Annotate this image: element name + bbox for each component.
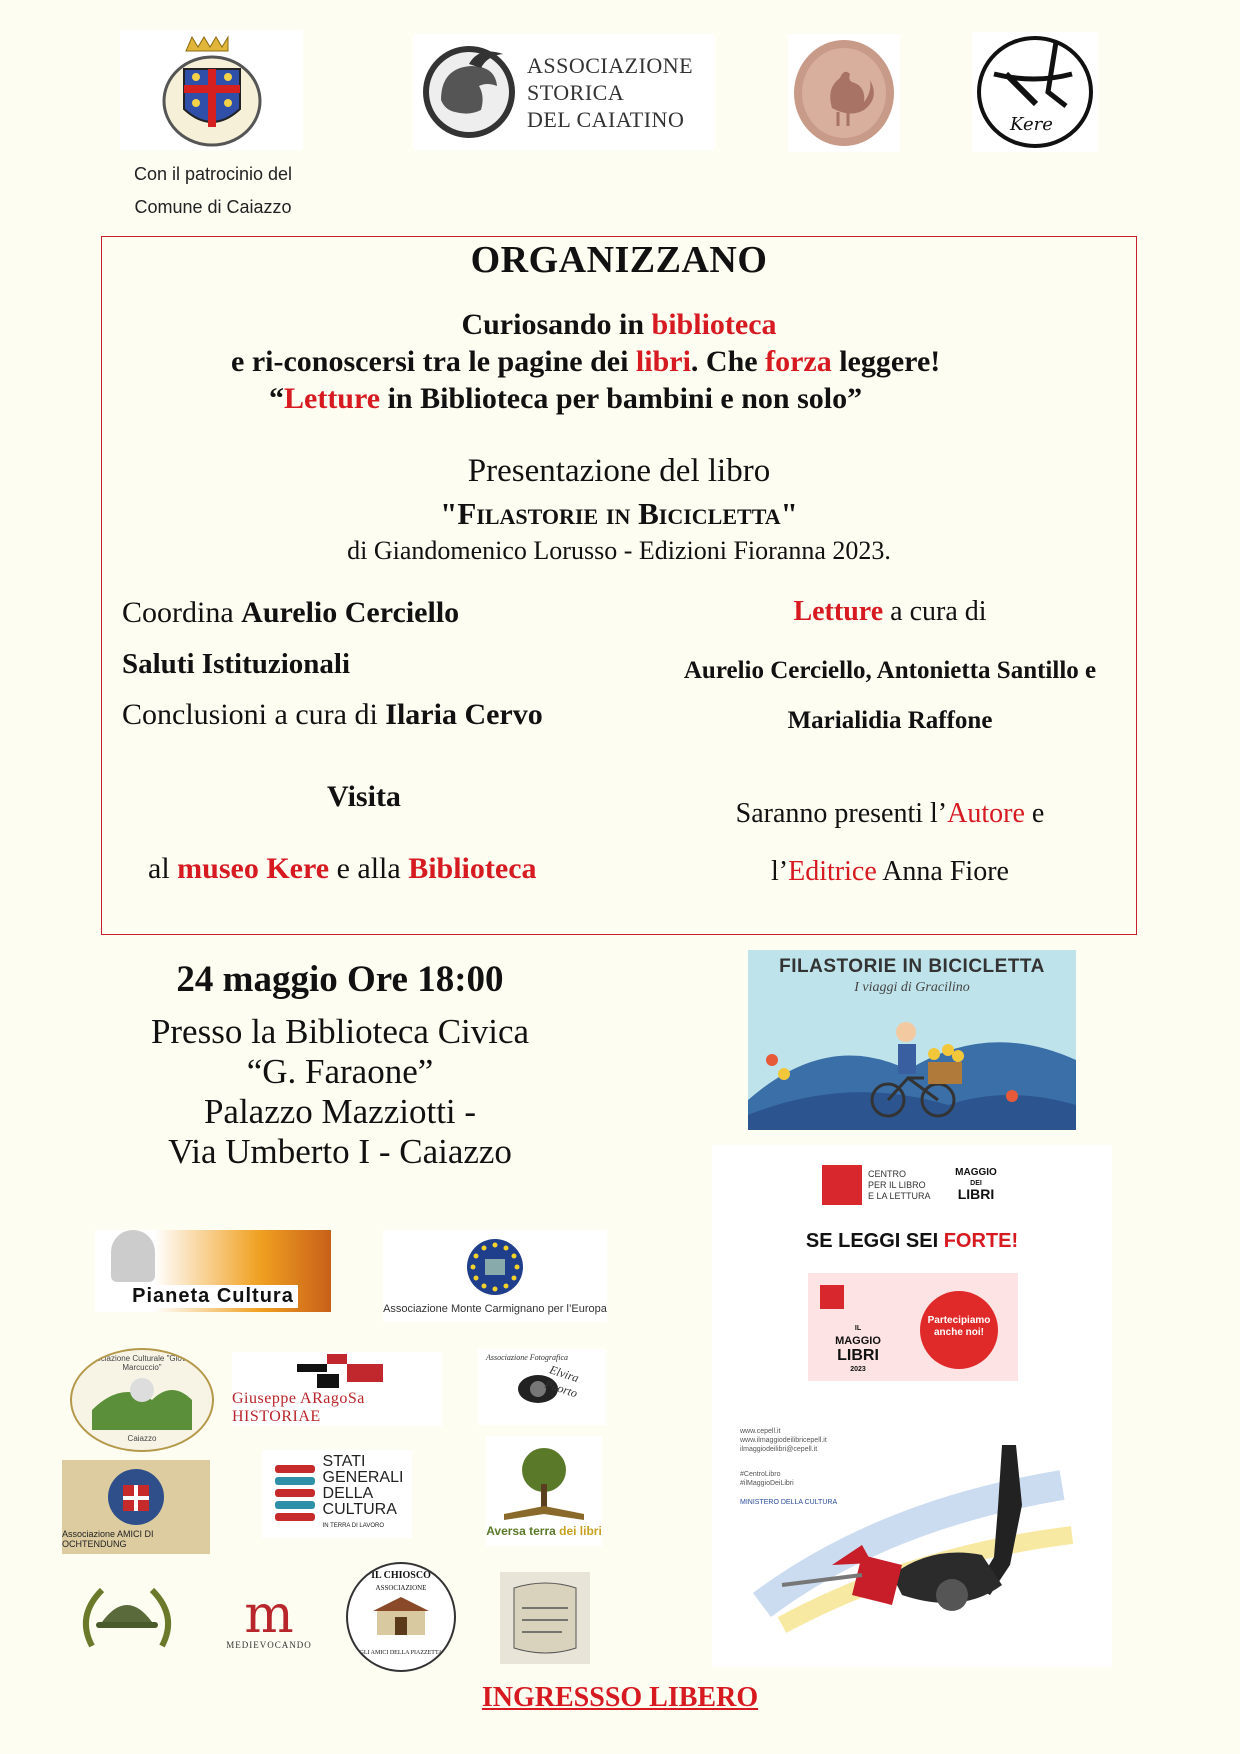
- scroll-emblem-logo: [500, 1572, 590, 1664]
- elvira-puorto-logo: [478, 1349, 606, 1425]
- event-place-4: Via Umberto I - Caiazzo: [168, 1132, 512, 1171]
- book-cover-title: FILASTORIE IN BICICLETTA: [779, 956, 1045, 977]
- event-place-3: Palazzo Mazziotti -: [203, 1092, 477, 1131]
- patronage-line-2: Comune di Caiazzo: [134, 197, 292, 217]
- amici-ochtendung-logo: [62, 1460, 210, 1554]
- coordina-line: Coordina Aurelio Cerciello: [122, 596, 460, 629]
- visita-museo-line: al museo Kere e alla Biblioteca: [148, 852, 537, 885]
- medievocando-m-icon: m: [244, 1585, 294, 1645]
- il-chiosco-logo: [346, 1562, 456, 1672]
- helmet-icon: [419, 42, 519, 142]
- laurel-helmet-logo: [62, 1574, 192, 1662]
- historiae-logo: [232, 1352, 442, 1426]
- stati-label-5: IN TERRA DI LAVORO: [322, 1523, 384, 1529]
- centro-line-2: PER IL LIBRO: [868, 1180, 926, 1190]
- line-riconoscersi: e ri-conoscersi tra le pagine dei libri. Che forza leggere!: [231, 345, 941, 378]
- knight-illustration: [742, 1435, 1112, 1665]
- badge-il: IL: [854, 1325, 862, 1332]
- centro-line-1: CENTRO: [868, 1169, 906, 1179]
- assoc-line-3: DEL CAIATINO: [527, 106, 685, 132]
- pianeta-cultura-label: Pianeta Cultura: [128, 1285, 298, 1308]
- book-cover-image: [748, 950, 1076, 1130]
- patronage-line-1: Con il patrocinio del: [133, 164, 293, 184]
- maggio-dei-libri-poster: [712, 1145, 1112, 1667]
- line-curiosando: Curiosando in biblioteca: [461, 308, 777, 341]
- foto-label-2: Elvira Puorto: [543, 1362, 581, 1401]
- foto-label-1: Associazione Fotografica: [486, 1353, 568, 1362]
- kere-museum-logo: [972, 32, 1098, 152]
- saluti-line: Saluti Istituzionali: [122, 648, 351, 680]
- rooster-coin-logo: [788, 34, 900, 152]
- line-letture-biblioteca: “Letture in Biblioteca per bambini e non solo”: [269, 382, 863, 415]
- chiosco-label-1: "IL CHIOSCO": [365, 1570, 437, 1581]
- tree-book-icon: [494, 1444, 594, 1524]
- readers-line-2: Marialidia Raffone: [787, 707, 993, 734]
- associazione-storica-logo: [413, 34, 715, 150]
- cepell-small-icon: [820, 1285, 844, 1309]
- bubble-line-2: anche noi!: [933, 1327, 984, 1338]
- tag-line-1: #CentroLibro: [740, 1471, 781, 1478]
- event-place-2: “G. Faraone”: [246, 1052, 434, 1091]
- medievocando-logo: [222, 1582, 316, 1658]
- marcuccio-label: Associazione Culturale "Giovanni Marcuccio": [82, 1354, 201, 1372]
- cepell-logo-icon: [822, 1165, 862, 1205]
- aversa-libri-logo: [486, 1436, 602, 1546]
- book-title: "Filastorie in Bicicletta": [440, 496, 798, 531]
- maggio-badge-top: MAGGIO DEI LIBRI: [955, 1167, 997, 1202]
- eu-stars-icon: [465, 1237, 525, 1297]
- stati-label-1: STATI: [322, 1453, 366, 1470]
- badge-maggio: MAGGIO: [835, 1335, 881, 1347]
- medievocando-label: MEDIEVOCANDO: [226, 1640, 312, 1650]
- monte-carmignano-label: Associazione Monte Carmignano per l’Europa: [383, 1303, 607, 1315]
- editrice-line: l’Editrice Anna Fiore: [771, 856, 1009, 887]
- ministero-label: MINISTERO DELLA CULTURA: [740, 1499, 838, 1506]
- pianeta-cultura-logo: [95, 1230, 331, 1312]
- statue-head-icon: [111, 1230, 155, 1282]
- organizzano-heading: ORGANIZZANO: [470, 239, 768, 281]
- author-line: di Giandomenico Lorusso - Edizioni Fioranna 2023.: [347, 536, 891, 565]
- kere-logo-text: Kere: [1010, 114, 1053, 135]
- stati-generali-logo: [262, 1450, 412, 1538]
- event-date: 24 maggio Ore 18:00: [176, 959, 504, 1000]
- event-place-1: Presso la Biblioteca Civica: [150, 1012, 530, 1051]
- stati-label-3: DELLA: [322, 1485, 374, 1502]
- conclusioni-line: Conclusioni a cura di Ilaria Cervo: [122, 698, 543, 731]
- web-line-2: www.ilmaggiodeilibricepell.it: [740, 1437, 827, 1444]
- maggio-pink-card: [808, 1273, 1018, 1381]
- caiazzo-coat-of-arms: [120, 30, 303, 150]
- chiosco-label-3: GLI AMICI DELLA PIAZZETTA: [359, 1650, 443, 1656]
- badge-libri: LIBRI: [837, 1347, 879, 1364]
- ochtendung-label: Associazione AMICI DI OCHTENDUNG: [62, 1529, 154, 1549]
- presenti-line: Saranno presenti l’Autore e: [735, 798, 1045, 829]
- kiosk-icon: [371, 1595, 431, 1639]
- marcuccio-sub: Caiazzo: [127, 1434, 157, 1443]
- bubble-line-1: Partecipiamo: [927, 1315, 991, 1326]
- presentazione-label: Presentazione del libro: [467, 453, 771, 489]
- historiae-label: Giuseppe ARagoSa HISTORIAE: [232, 1390, 365, 1425]
- assoc-line-2: STORICA: [527, 79, 625, 105]
- web-line-1: www.cepell.it: [740, 1428, 781, 1435]
- web-line-3: ilmaggiodeilibri@cepell.it: [740, 1446, 818, 1453]
- badge-year: 2023: [850, 1366, 866, 1373]
- monte-carmignano-logo: [383, 1230, 607, 1322]
- stati-label-4: CULTURA: [322, 1501, 397, 1518]
- books-stack-icon: [271, 1459, 319, 1529]
- readers-line-1: Aurelio Cerciello, Antonietta Santillo e: [683, 657, 1097, 684]
- ingresso-libero-link[interactable]: INGRESSSO LIBERO: [481, 1682, 759, 1713]
- aversa-label: Aversa terra dei libri: [486, 1524, 602, 1538]
- chiosco-label-2: ASSOCIAZIONE: [375, 1584, 427, 1592]
- centro-line-3: E LA LETTURA: [868, 1191, 931, 1201]
- assoc-line-1: ASSOCIAZIONE: [527, 52, 694, 78]
- marcuccio-association-logo: [70, 1348, 214, 1452]
- stati-label-2: GENERALI: [322, 1469, 404, 1486]
- slogan: SE LEGGI SEI FORTE!: [805, 1230, 1019, 1252]
- letture-line: Letture a cura di: [793, 596, 987, 627]
- visita-label: Visita: [327, 780, 401, 813]
- tag-line-2: #ilMaggioDeiLibri: [740, 1480, 794, 1487]
- book-cover-subtitle: I viaggi di Gracilino: [854, 980, 970, 995]
